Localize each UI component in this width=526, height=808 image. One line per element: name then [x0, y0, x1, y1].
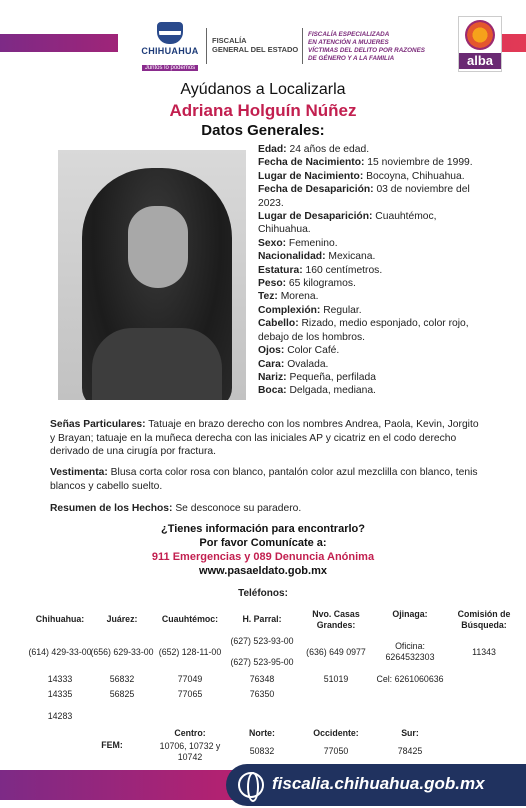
phone-number: 77065 [177, 689, 203, 699]
detail-item: Ojos: Color Café. [258, 345, 340, 357]
detail-item: Boca: Delgada, mediana. [258, 385, 376, 397]
missing-person-name: Adriana Holguín Núñez [169, 101, 357, 120]
case-summary: Resumen de los Hechos: Se desconoce su paradero. [50, 503, 302, 514]
state-tagline: Juntos lo podemos [142, 65, 198, 71]
phone-number: (627) 523-93-00 [230, 636, 294, 646]
phones-title: Teléfonos: [238, 588, 288, 599]
distinguishing-marks: Señas Particulares: Tatuaje en brazo derecho con los nombres Andrea, Paola, Kevin, Jorgito y Brayan; tatuaje en la muñeca derecha con las iniciales AP y cicatriz en el codo derecho derivado de una cirugía por fractura. [50, 419, 479, 457]
phone-number: 77049 [177, 674, 203, 684]
contact-info [0, 522, 526, 578]
clothing: Vestimenta: Blusa corta color rosa con blanco, pantalón color azul mezclilla con blanco, tenis blancos y cabello suelto. [50, 467, 478, 492]
detail-item: Complexión: Regular. [258, 304, 362, 316]
contact-question: ¿Tienes información para encontrarlo? [161, 523, 365, 535]
state-name: CHIHUAHUA [141, 46, 199, 56]
fiscalia-especializada-logo: FISCALÍA ESPECIALIZADA EN ATENCIÓN A MUJERES VÍCTIMAS DEL DELITO POR RAZONES DE GÉNERO Y A LA FAMILIA [308, 31, 425, 62]
phone-number: (614) 429-33-00 [28, 647, 92, 657]
phone-number: 56832 [109, 674, 135, 684]
detail-item: Fecha de Desaparición: 03 de noviembre del 2023. [258, 184, 470, 209]
phone-number: (636) 649 0977 [306, 647, 366, 657]
phone-column-header: Centro: [174, 728, 206, 738]
help-title: Ayúdanos a Localizarla [180, 81, 346, 98]
phone-number: 14335 [47, 689, 73, 699]
globe-icon [238, 772, 264, 798]
missing-person-photo [58, 150, 246, 400]
detail-item: Cara: Ovalada. [258, 358, 329, 370]
phone-number: 78425 [397, 746, 423, 756]
phone-number: 11343 [472, 647, 496, 657]
phone-column-header: Cuauhtémoc: [161, 614, 219, 624]
phone-column-header: Juárez: [106, 614, 138, 624]
detail-item: Nariz: Pequeña, perfilada [258, 371, 376, 383]
alba-emblem-icon [465, 20, 495, 50]
phone-column-header: Nvo. Casas Grandes: [312, 609, 360, 630]
phone-column-header: Chihuahua: [35, 614, 85, 624]
detail-item: Nacionalidad: Mexicana. [258, 251, 376, 263]
phone-number: 14333 [47, 674, 73, 684]
detail-item: Cabello: Rizado, medio esponjado, color rojo, debajo de los hombros. [258, 318, 469, 343]
phone-number: 50832 [249, 746, 275, 756]
detail-item: Lugar de Desaparición: Cuauhtémoc, Chihuahua. [258, 211, 437, 236]
alba-logo: alba [458, 16, 502, 72]
detail-item: Fecha de Nacimiento: 15 noviembre de 1999. [258, 157, 473, 169]
website-link[interactable]: www.pasaeldato.gob.mx [199, 565, 327, 577]
phone-column-header: Norte: [249, 728, 275, 738]
emergency-numbers: 911 Emergencias y 089 Denuncia Anónima [151, 551, 375, 563]
detail-item: Edad: 24 años de edad. [258, 144, 370, 155]
divider [302, 28, 303, 64]
phone-number: 14283 [47, 711, 73, 721]
fiscalia-general-logo: FISCALÍA GENERAL DEL ESTADO [212, 36, 299, 54]
phone-number: 77050 [323, 746, 349, 756]
phone-number: 10706, 10732 y 10742 [159, 741, 221, 762]
phone-number: Oficina: 6264532303 [385, 641, 435, 662]
detail-item: Estatura: 160 centímetros. [258, 264, 383, 276]
divider [206, 28, 207, 64]
general-details-list [258, 143, 478, 398]
phone-number: (656) 629-33-00 [90, 647, 154, 657]
phone-number: 76348 [249, 674, 275, 684]
chihuahua-seal-logo [130, 22, 210, 74]
detail-item: Peso: 65 kilogramos. [258, 278, 356, 290]
section-title: Datos Generales: [201, 122, 325, 139]
footer [0, 762, 526, 808]
phone-column-header: H. Parral: [242, 614, 282, 624]
phone-number: 56825 [109, 689, 135, 699]
phone-column-header: Ojinaga: [392, 609, 428, 619]
phone-column-header: Occidente: [313, 728, 359, 738]
phone-number: Cel: 6261060636 [376, 674, 444, 684]
contact-call: Por favor Comunícate a: [199, 537, 327, 549]
phone-number: 51019 [323, 674, 349, 684]
header [0, 0, 526, 80]
detail-item: Tez: Morena. [258, 291, 319, 303]
phone-column-header: FEM: [101, 740, 123, 750]
phone-column-header: Sur: [401, 728, 419, 738]
detail-item: Sexo: Femenino. [258, 237, 338, 249]
phone-number: (652) 128-11-00 [158, 647, 222, 657]
phone-column-header: Comisión de Búsqueda: [457, 609, 511, 630]
footer-website-link[interactable]: fiscalia.chihuahua.gob.mx [272, 774, 485, 793]
detail-item: Lugar de Nacimiento: Bocoyna, Chihuahua. [258, 170, 465, 182]
phone-number: 76350 [249, 689, 275, 699]
phone-number: (627) 523-95-00 [230, 657, 294, 667]
shield-icon [157, 22, 183, 44]
